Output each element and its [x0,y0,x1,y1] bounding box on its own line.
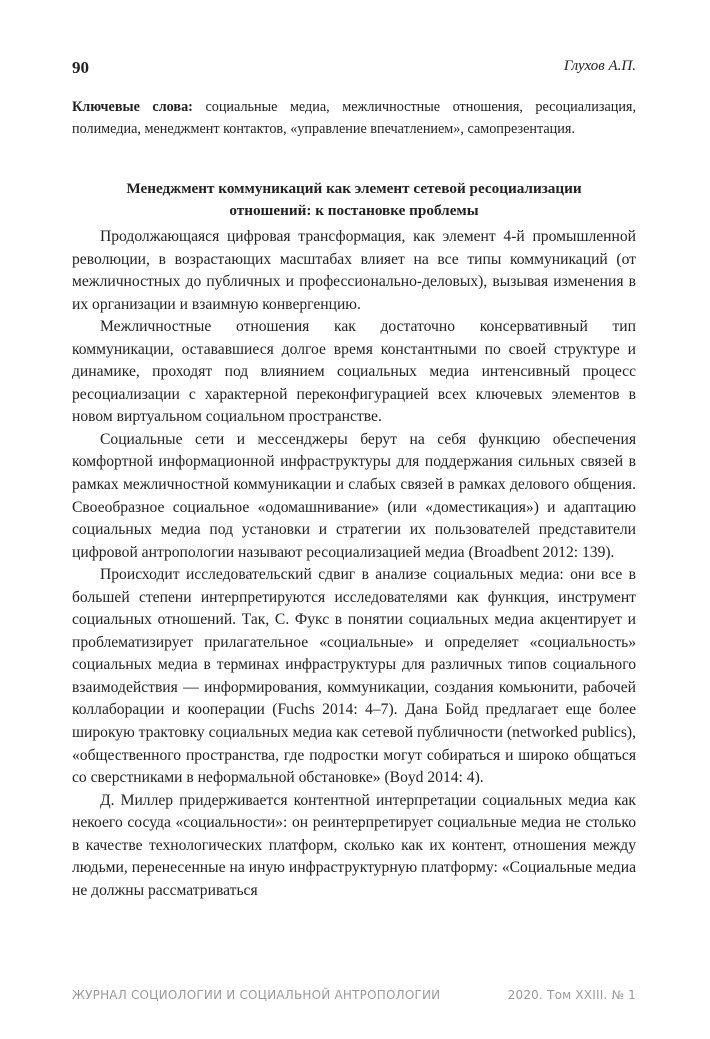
keywords-block [72,97,636,140]
footer-issue: 2020. Том XXIII. № 1 [507,988,636,1002]
keywords-text: социальные медиа, межличностные отношения, ресоциализация, полимедиа, менеджмент контактов, «управление впечатлением», самопрезентация. [72,99,637,137]
section-title-line-1: Менеджмент коммуникаций как элемент сетевой ресоциализации [126,180,582,197]
footer-journal-name: ЖУРНАЛ СОЦИОЛОГИИ И СОЦИАЛЬНОЙ АНТРОПОЛОГИИ [72,988,441,1002]
running-author: Глухов А.П. [563,58,636,74]
body-text [72,226,636,902]
section-title-line-2: отношений: к постановке проблемы [229,202,479,219]
paragraph-2: Межличностные отношения как достаточно консервативный тип коммуникации, остававшиеся долгое время константными по своей структуре и динамике, проходят под влиянием социальных медиа интенсивный процесс ресоциализации с характерной переконфигурацией всех ключевых элементов в новом виртуальном социальном пространстве. [72,318,636,426]
running-footer [72,988,636,1006]
page-number: 90 [72,58,89,77]
paragraph-3: Социальные сети и мессенджеры берут на себя функцию обеспечения комфортной информационной инфраструктуры для поддержания сильных связей в рамках межличностной коммуникации и слабых связей в рамках делового общения. Своеобразное социальное «одомашнивание» (или «доместикация») и адаптацию социальных медиа под установки и стратегии их пользователей представители цифровой антропологии называют ресоциализацией медиа (Broadbent 2012: 139). [72,430,636,561]
running-header [72,58,636,80]
keywords-label: Ключевые слова: [72,99,193,115]
paragraph-4: Происходит исследовательский сдвиг в анализе социальных медиа: они все в большей степени интерпретируются исследователями как функция, инструмент социальных отношений. Так, С. Фукс в понятии социальных медиа акцентирует и проблематизирует прилагательное «социальные» и определяет «социальность» социальных медиа в терминах инфраструктуры для различных типов социального взаимодействия — информирования, коммуникации, создания комьюнити, рабочей коллаборации и кооперации (Fuchs 2014: 4–7). Дана Бойд предлагает еще более широкую трактовку социальных медиа как сетевой публичности (networked publics), «общественного пространства, где подростки могут собираться и широко общаться со сверстниками в неформальной обстановке» (Boyd 2014: 4). [72,566,636,787]
paragraph-1: Продолжающаяся цифровая трансформация, как элемент 4-й промышленной революции, в возрастающих масштабах влияет на все типы коммуникаций (от межличностных до публичных и профессионально-деловых), вызывая изменения в их организации и взаимную конвергенцию. [72,228,636,313]
section-title [72,178,636,222]
paragraph-5: Д. Миллер придерживается контентной интерпретации социальных медиа как некоего сосуда «социальности»: он реинтерпретирует социальные медиа не столько в качестве технологических платформ, сколько как их контент, отношения между людьми, перенесенные на иную инфраструктурную платформу: «Социальные медиа не должны рассматриваться [72,791,636,899]
